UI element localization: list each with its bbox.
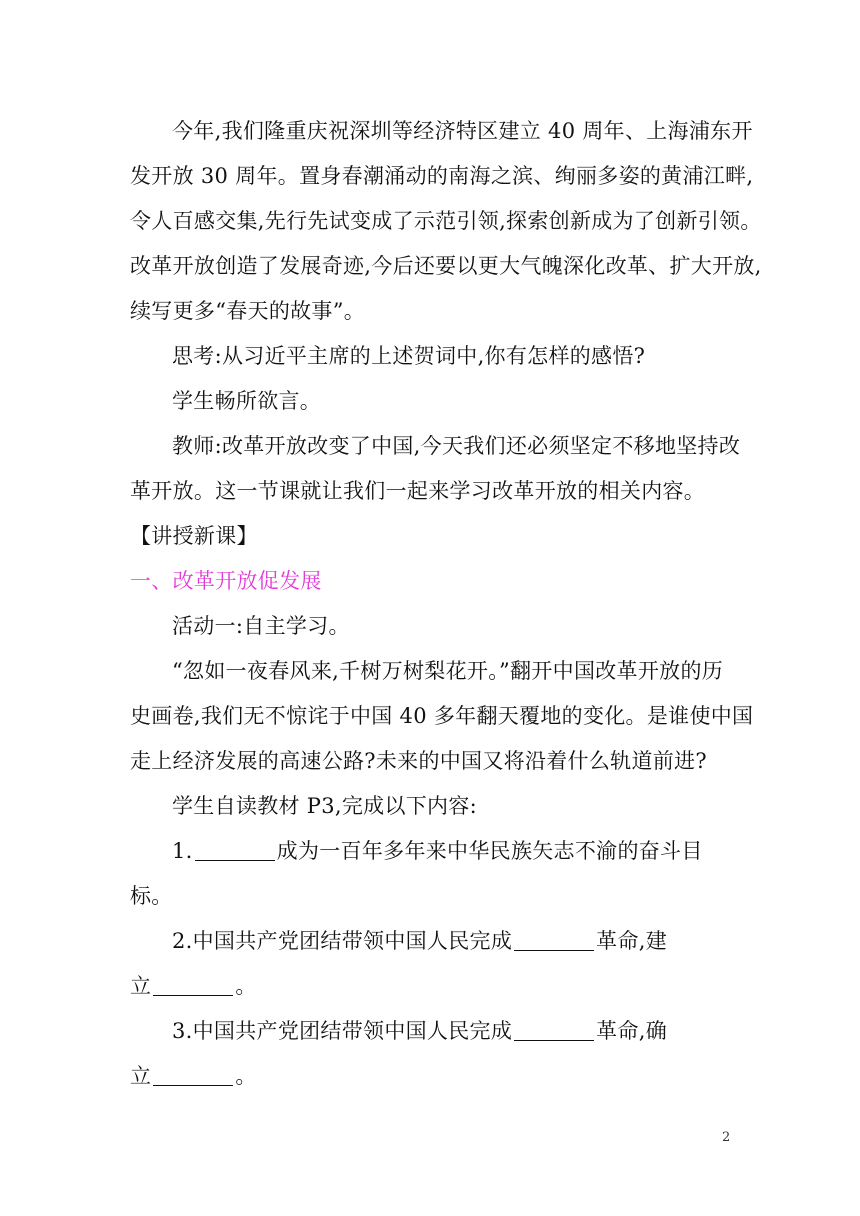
question-2-middle: 革命,建 [596, 929, 668, 953]
teacher-line: 革开放。这一节课就让我们一起来学习改革开放的相关内容。 [130, 479, 706, 503]
question-3-cont-suffix: 。 [235, 1064, 257, 1088]
question-2 [172, 927, 667, 955]
question-1-continuation: 标。 [130, 884, 173, 908]
paragraph-line: 今年,我们隆重庆祝深圳等经济特区建立 40 周年、上海浦东开 [172, 119, 753, 143]
question-1 [172, 837, 703, 865]
poem-paragraph-line: 史画卷,我们无不惊诧于中国 40 多年翻天覆地的变化。是谁使中国 [130, 704, 754, 728]
fill-blank[interactable] [514, 930, 594, 951]
teacher-line: 教师:改革开放改变了中国,今天我们还必须坚定不移地坚持改 [172, 434, 741, 458]
question-2-cont-prefix: 立 [130, 974, 152, 998]
question-2-continuation [130, 972, 257, 1000]
paragraph-line: 令人百感交集,先行先试变成了示范引领,探索创新成为了创新引领。 [130, 209, 762, 233]
question-3 [172, 1017, 667, 1045]
poem-paragraph-line: “忽如一夜春风来,千树万树梨花开。”翻开中国改革开放的历 [172, 659, 724, 683]
question-2-text: 2.中国共产党团结带领中国人民完成 [172, 929, 513, 953]
question-1-number: 1. [172, 839, 193, 863]
question-3-text: 3.中国共产党团结带领中国人民完成 [172, 1019, 513, 1043]
fill-blank[interactable] [514, 1020, 594, 1041]
section-heading: 一、改革开放促发展 [130, 569, 322, 593]
fill-blank[interactable] [153, 1065, 233, 1086]
fill-blank[interactable] [153, 975, 233, 996]
question-2-cont-suffix: 。 [235, 974, 257, 998]
activity-title: 活动一:自主学习。 [172, 614, 350, 638]
paragraph-line: 续写更多“春天的故事”。 [130, 299, 366, 323]
think-question: 思考:从习近平主席的上述贺词中,你有怎样的感悟? [172, 344, 646, 368]
page-number: 2 [722, 1130, 731, 1145]
paragraph-line: 发开放 30 周年。置身春潮涌动的南海之滨、绚丽多姿的黄浦江畔, [130, 164, 754, 188]
reading-task: 学生自读教材 P3,完成以下内容: [172, 794, 478, 818]
question-3-continuation [130, 1062, 257, 1090]
poem-paragraph-line: 走上经济发展的高速公路?未来的中国又将沿着什么轨道前进? [130, 749, 707, 773]
question-3-cont-prefix: 立 [130, 1064, 152, 1088]
fill-blank[interactable] [195, 840, 275, 861]
students-note: 学生畅所欲言。 [172, 389, 322, 413]
paragraph-line: 改革开放创造了发展奇迹,今后还要以更大气魄深化改革、扩大开放, [130, 254, 762, 278]
question-1-text: 成为一百年多年来中华民族矢志不渝的奋斗目 [276, 839, 703, 863]
section-label: 【讲授新课】 [130, 524, 258, 548]
question-3-middle: 革命,确 [596, 1019, 668, 1043]
